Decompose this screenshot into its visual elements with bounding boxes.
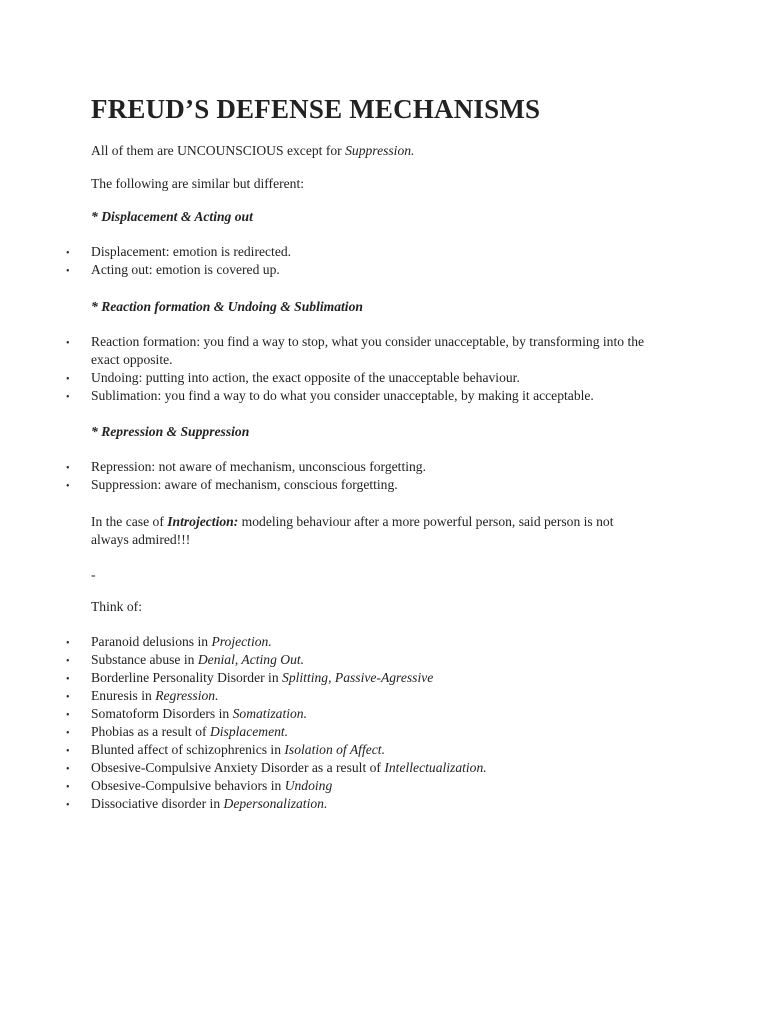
bullet-marker: •	[66, 710, 70, 721]
list-item: Repression: not aware of mechanism, unconscious forgetting.	[91, 459, 426, 474]
page-title: FREUD’S DEFENSE MECHANISMS	[91, 94, 541, 124]
intro-emphasis: Suppression.	[345, 143, 415, 158]
introjection-line	[91, 513, 614, 531]
list-item	[91, 795, 327, 813]
bullet-marker: •	[66, 674, 70, 685]
intro-line	[91, 142, 414, 160]
introjection-prefix: In the case of	[91, 514, 168, 529]
bullet-marker: •	[66, 481, 70, 492]
bullet-marker: •	[66, 392, 70, 403]
example-text: Dissociative disorder in	[91, 796, 224, 811]
example-mechanism: Somatization.	[232, 706, 307, 721]
bullet-marker: •	[66, 374, 70, 385]
list-item: Displacement: emotion is redirected.	[91, 244, 292, 259]
bullet-marker: •	[66, 656, 70, 667]
example-mechanism: Isolation of Affect.	[284, 742, 385, 757]
example-text: Phobias as a result of	[91, 724, 210, 739]
list-item: Reaction formation: you find a way to stop, what you consider unacceptable, by transforming into the exact opposite.	[91, 334, 645, 367]
example-mechanism: Splitting, Passive-Agressive	[282, 670, 434, 685]
bullet-marker: •	[66, 782, 70, 793]
example-text: Somatoform Disorders in	[91, 706, 233, 721]
bullet-marker: •	[66, 692, 70, 703]
bullet-marker: •	[66, 728, 70, 739]
bullet-marker: •	[66, 338, 70, 349]
example-mechanism: Projection.	[211, 634, 272, 649]
example-text: Blunted affect of schizophrenics in	[91, 742, 285, 757]
list-item: Suppression: aware of mechanism, conscious forgetting.	[91, 477, 398, 492]
list-item	[91, 705, 307, 723]
intro-text: All of them are UNCOUNSCIOUS except for	[91, 143, 346, 158]
list-item: Acting out: emotion is covered up.	[91, 262, 280, 277]
similar-line: The following are similar but different:	[91, 176, 305, 191]
bullet-marker: •	[66, 800, 70, 811]
bullet-marker: •	[66, 266, 70, 277]
example-text: Paranoid delusions in	[91, 634, 212, 649]
bullet-marker: •	[66, 463, 70, 474]
think-of-label: Think of:	[91, 599, 142, 614]
example-mechanism: Regression.	[155, 688, 219, 703]
introjection-line-2: always admired!!!	[91, 532, 191, 547]
group1-heading: * Displacement & Acting out	[91, 209, 253, 224]
example-mechanism: Undoing	[284, 778, 333, 793]
dash-separator: -	[91, 567, 96, 582]
list-item	[91, 669, 433, 687]
list-item	[91, 687, 219, 705]
list-item	[91, 633, 272, 651]
list-item	[91, 759, 487, 777]
example-mechanism: Displacement.	[209, 724, 289, 739]
example-mechanism: Denial, Acting Out.	[197, 652, 305, 667]
bullet-marker: •	[66, 764, 70, 775]
example-text: Obsesive-Compulsive Anxiety Disorder as a result of	[91, 760, 385, 775]
introjection-term: Introjection:	[167, 514, 239, 529]
example-text: Enuresis in	[91, 688, 156, 703]
list-item	[91, 723, 288, 741]
bullet-marker: •	[66, 638, 70, 649]
example-text: Substance abuse in	[91, 652, 198, 667]
example-text: Obsesive-Compulsive behaviors in	[91, 778, 285, 793]
group2-heading: * Reaction formation & Undoing & Sublimation	[91, 299, 363, 314]
bullet-marker: •	[66, 746, 70, 757]
example-mechanism: Intellectualization.	[384, 760, 487, 775]
list-item: Undoing: putting into action, the exact opposite of the unacceptable behaviour.	[91, 370, 520, 385]
list-item	[91, 777, 332, 795]
example-mechanism: Depersonalization.	[223, 796, 328, 811]
bullet-marker: •	[66, 248, 70, 259]
introjection-text: modeling behaviour after a more powerful person, said person is not	[238, 514, 614, 529]
list-item: Sublimation: you find a way to do what you consider unacceptable, by making it acceptable.	[91, 388, 594, 403]
list-item	[91, 741, 385, 759]
group3-heading: * Repression & Suppression	[91, 424, 250, 439]
example-text: Borderline Personality Disorder in	[91, 670, 283, 685]
list-item	[91, 651, 304, 669]
